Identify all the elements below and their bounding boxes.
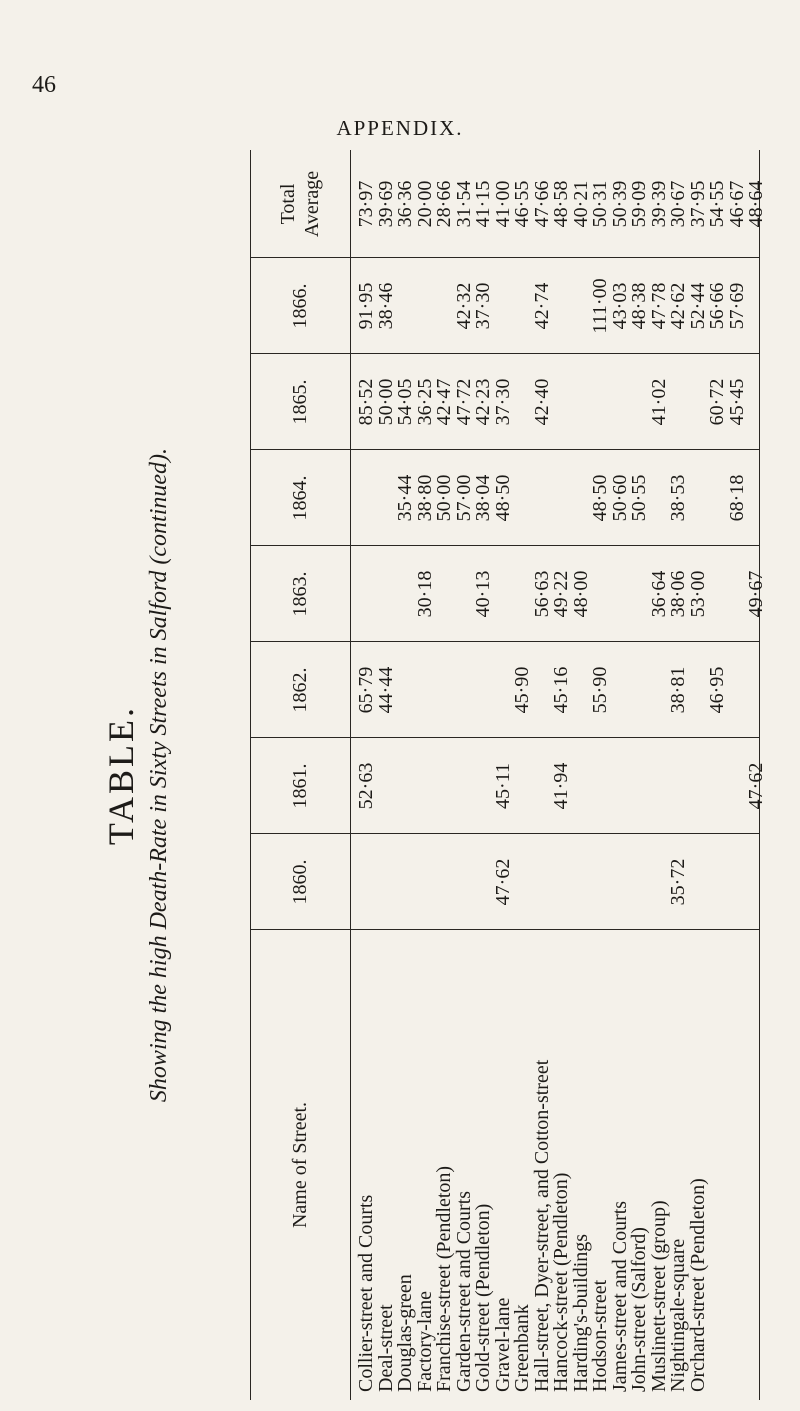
- year-value-cell: 50·60: [608, 474, 631, 522]
- year-value-cell: 36·25: [413, 378, 436, 426]
- total-average-cell: 54·55: [706, 180, 728, 228]
- year-value-cell: 91·95: [355, 282, 377, 330]
- year-value-cell: 38·06: [667, 570, 689, 618]
- year-value-cell: [744, 834, 769, 930]
- running-head: APPENDIX.: [336, 116, 464, 140]
- total-average-cell: 31·54: [452, 180, 475, 228]
- year-value-cell: 68·18: [725, 474, 748, 522]
- year-value-cell: 57·69: [725, 282, 748, 330]
- street-name: Hodson-street: [589, 1279, 611, 1392]
- table-row: [744, 928, 769, 1400]
- header-year-1862: 1862.: [289, 667, 311, 713]
- year-value-cell: [744, 642, 769, 738]
- street-name: Gold-street (Pendleton): [472, 1203, 494, 1392]
- rotated-table-block: [100, 150, 767, 1400]
- year-value-cell: 42·74: [530, 282, 553, 330]
- table-subtitle: Showing the high Death-Rate in Sixty Streets in Salford (continued).: [146, 447, 172, 1103]
- total-average-cell: 37·95: [686, 180, 709, 228]
- year-value-cell: 54·05: [394, 378, 416, 426]
- street-name: Garden-street and Courts: [452, 1190, 475, 1392]
- year-value-cell: 42·23: [472, 378, 494, 426]
- header-total-line: Total: [277, 183, 299, 225]
- year-value-cell: 44·44: [374, 666, 397, 714]
- year-value-cell: 46·95: [706, 666, 728, 714]
- year-value-cell: 37·30: [472, 282, 494, 330]
- total-average-cell: 48·58: [550, 180, 572, 228]
- street-name: John-street (Salford): [628, 1227, 650, 1392]
- year-value-cell: 60·72: [706, 378, 728, 426]
- street-name: Gravel-lane: [491, 1297, 514, 1392]
- year-value-cell: 47·72: [452, 378, 475, 426]
- year-value-cell: 30·18: [413, 570, 436, 618]
- page-number: 46: [32, 72, 56, 98]
- header-year-1866: 1866.: [289, 283, 311, 329]
- year-value-cell: 52·63: [355, 762, 377, 810]
- street-name: Orchard-street (Pendleton): [686, 1178, 709, 1392]
- total-average-cell: 41·15: [472, 180, 494, 228]
- total-average-cell: 48·64: [745, 180, 767, 228]
- year-value-cell: 48·38: [628, 282, 650, 330]
- year-value-cell: 38·46: [374, 282, 397, 330]
- year-value-cell: 41·94: [550, 762, 572, 810]
- total-average-cell: 50·31: [589, 180, 611, 228]
- year-value-cell: 111·00: [589, 278, 611, 334]
- total-average-cell: 41·00: [491, 180, 514, 228]
- year-value-cell: 47·62: [745, 762, 767, 810]
- year-value-cell: 55·90: [589, 666, 611, 714]
- header-total-average: [250, 150, 350, 258]
- year-value-cell: 37·30: [491, 378, 514, 426]
- header-year-1860: 1860.: [289, 859, 311, 905]
- year-value-cell: 38·04: [472, 474, 494, 522]
- year-value-cell: 35·72: [667, 858, 689, 906]
- year-value-cell: 50·55: [628, 474, 650, 522]
- year-value-cell: 43·03: [608, 282, 631, 330]
- year-value-cell: 40·13: [472, 570, 494, 618]
- year-value-cell: 38·81: [667, 666, 689, 714]
- street-name: Deal-street: [374, 1304, 397, 1392]
- year-value-cell: 45·16: [550, 666, 572, 714]
- total-average-cell: 39·39: [647, 180, 670, 228]
- year-value-cell: 85·52: [355, 378, 377, 426]
- street-name: Douglas-green: [394, 1274, 416, 1392]
- year-value-cell: 52·44: [686, 282, 709, 330]
- street-name: Harding's-buildings: [569, 1233, 592, 1392]
- header-street-name: Name of Street.: [289, 1101, 311, 1229]
- year-value-cell: 56·66: [706, 282, 728, 330]
- total-average-cell: 28·66: [433, 180, 455, 228]
- year-value-cell: 48·50: [491, 474, 514, 522]
- total-average-cell: 59·09: [628, 180, 650, 228]
- year-value-cell: 56·63: [530, 570, 553, 618]
- year-value-cell: 48·50: [589, 474, 611, 522]
- year-value-cell: 45·90: [511, 666, 533, 714]
- street-name: Muslinett-street (group): [647, 1200, 670, 1392]
- year-value-cell: 42·32: [452, 282, 475, 330]
- year-value-cell: [744, 354, 769, 450]
- total-average-cell: 46·67: [725, 180, 748, 228]
- total-average-cell: 50·39: [608, 180, 631, 228]
- year-value-cell: 48·00: [569, 570, 592, 618]
- year-value-cell: 47·62: [491, 858, 514, 906]
- year-value-cell: 36·64: [647, 570, 670, 618]
- year-value-cell: 47·78: [647, 282, 670, 330]
- header-year-1865: 1865.: [289, 379, 311, 425]
- street-name: Hancock-street (Pendleton): [550, 1172, 572, 1392]
- year-value-cell: 65·79: [355, 666, 377, 714]
- header-rule: [350, 150, 351, 1400]
- year-value-cell: 50·00: [374, 378, 397, 426]
- year-value-cell: 49·67: [745, 570, 767, 618]
- table-title: TABLE.: [101, 704, 141, 846]
- year-value-cell: 45·45: [725, 378, 748, 426]
- street-name: Factory-lane: [413, 1290, 436, 1392]
- total-average-cell: 36·36: [394, 180, 416, 228]
- year-value-cell: 42·62: [667, 282, 689, 330]
- street-name: Hall-street, Dyer-street, and Cotton-street: [530, 1059, 553, 1392]
- header-year-1864: 1864.: [289, 475, 311, 521]
- total-average-cell: 73·97: [355, 180, 377, 228]
- total-average-cell: 40·21: [569, 180, 592, 228]
- street-name: James-street and Courts: [608, 1200, 631, 1392]
- year-value-cell: 42·40: [530, 378, 553, 426]
- year-value-cell: [744, 258, 769, 354]
- header-year-1863: 1863.: [289, 571, 311, 617]
- year-value-cell: 42·47: [433, 378, 455, 426]
- total-average-cell: 39·69: [374, 180, 397, 228]
- header-average-line: Average: [301, 170, 323, 238]
- street-name: Nightingale-square: [667, 1238, 689, 1392]
- year-value-cell: 38·80: [413, 474, 436, 522]
- total-average-cell: 20·00: [413, 180, 436, 228]
- year-value-cell: [744, 450, 769, 546]
- death-rate-table: [250, 150, 767, 1400]
- year-value-cell: 41·02: [647, 378, 670, 426]
- year-value-cell: 53·00: [686, 570, 709, 618]
- total-average-cell: 30·67: [667, 180, 689, 228]
- street-name: Collier-street and Courts: [355, 1194, 377, 1392]
- year-value-cell: 35·44: [394, 474, 416, 522]
- year-value-cell: 50·00: [433, 474, 455, 522]
- total-average-cell: 46·55: [511, 180, 533, 228]
- street-name: Greenbank: [511, 1304, 533, 1392]
- total-average-cell: 47·66: [530, 180, 553, 228]
- header-year-1861: 1861.: [289, 763, 311, 809]
- year-value-cell: 38·53: [667, 474, 689, 522]
- year-value-cell: 45·11: [491, 763, 514, 809]
- street-name: Franchise-street (Pendleton): [433, 1165, 455, 1392]
- year-value-cell: 49·22: [550, 570, 572, 618]
- year-value-cell: 57·00: [452, 474, 475, 522]
